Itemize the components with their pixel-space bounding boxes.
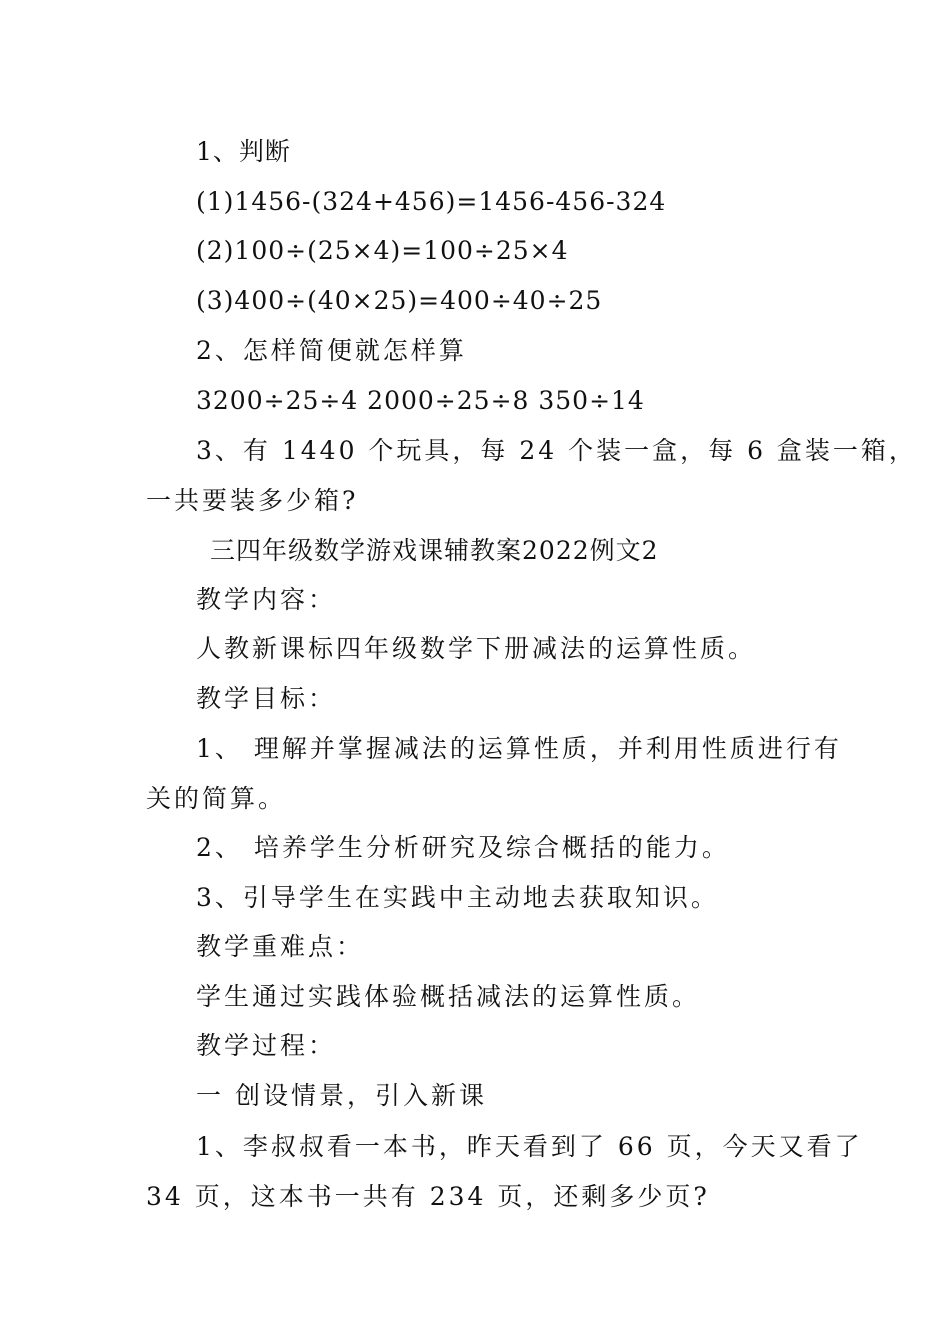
goal-2: 2、 培养学生分析研究及综合概括的能力。 xyxy=(196,833,730,862)
exercise-1-item-1: (1)1456-(324+456)=1456-456-324 xyxy=(196,187,667,216)
exercise-2-items: 3200÷25÷4 2000÷25÷8 350÷14 xyxy=(196,386,645,415)
heading-key-points: 教学重难点： xyxy=(196,932,365,961)
goal-3: 3、引导学生在实践中主动地去获取知识。 xyxy=(196,883,719,912)
goal-1-line-1: 1、 理解并掌握减法的运算性质，并利用性质进行有 xyxy=(196,734,842,763)
problem-1-line-2: 34 页，这本书一共有 234 页，还剩多少页? xyxy=(146,1182,710,1211)
heading-teaching-process: 教学过程： xyxy=(196,1031,337,1060)
exercise-1-heading: 1、判断 xyxy=(196,137,291,166)
exercise-1-item-2: (2)100÷(25×4)=100÷25×4 xyxy=(196,236,569,265)
goal-1-line-2: 关的简算。 xyxy=(146,784,287,813)
exercise-1-item-3: (3)400÷(40×25)=400÷40÷25 xyxy=(196,286,603,315)
heading-teaching-content: 教学内容： xyxy=(196,585,337,614)
section-title: 三四年级数学游戏课辅教案2022例文2 xyxy=(210,536,659,565)
process-step-1-heading: 一 创设情景，引入新课 xyxy=(196,1081,487,1110)
exercise-3-line-1: 3、有 1440 个玩具，每 24 个装一盒，每 6 盒装一箱， xyxy=(196,436,917,465)
teaching-content-text: 人教新课标四年级数学下册减法的运算性质。 xyxy=(196,634,757,663)
problem-1-line-1: 1、李叔叔看一本书，昨天看到了 66 页，今天又看了 xyxy=(196,1132,863,1161)
exercise-2-heading: 2、怎样简便就怎样算 xyxy=(196,336,467,365)
key-points-text: 学生通过实践体验概括减法的运算性质。 xyxy=(196,982,701,1011)
exercise-3-line-2: 一共要装多少箱? xyxy=(146,486,359,515)
heading-teaching-goals: 教学目标： xyxy=(196,684,337,713)
